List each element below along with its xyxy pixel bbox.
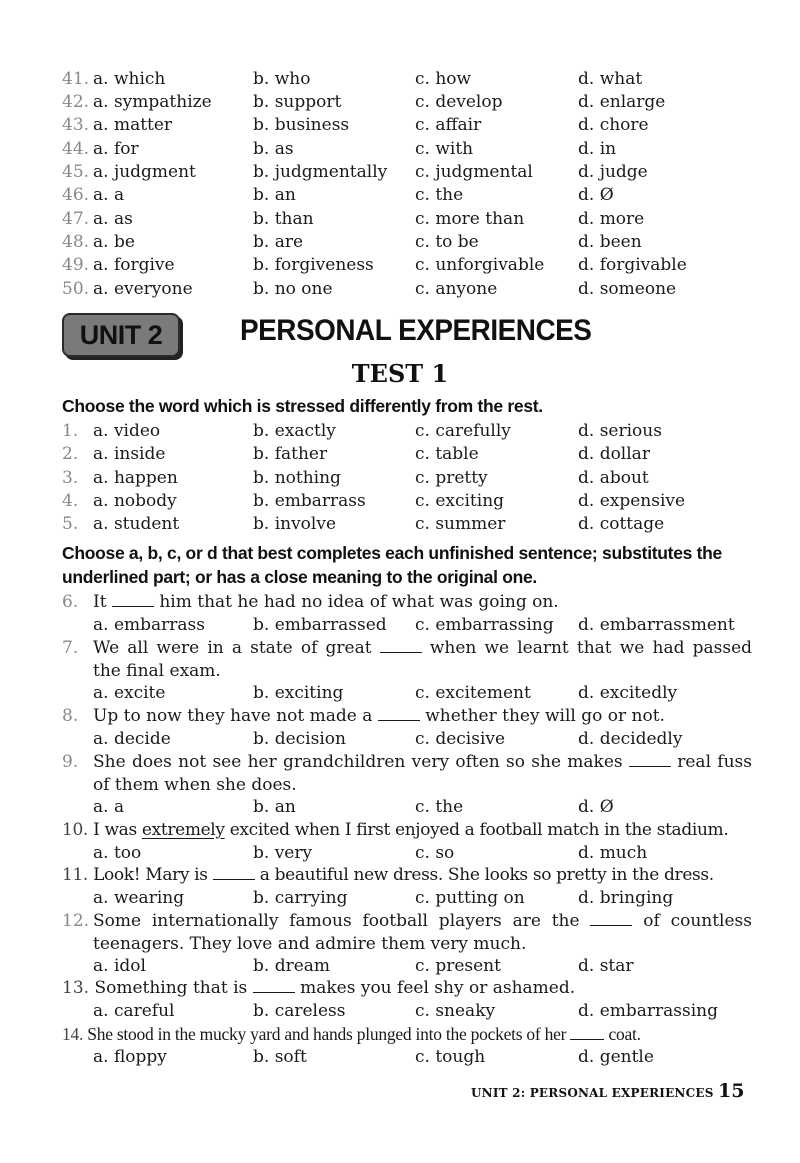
answer-row <box>62 184 752 207</box>
option-b: b. involve <box>253 514 337 534</box>
answer-blank <box>380 638 422 653</box>
question-number: 12. <box>62 911 90 931</box>
option-c: c. the <box>415 185 464 205</box>
running-footer: UNIT 2: PERSONAL EXPERIENCES <box>471 1086 714 1100</box>
option-d: d. someone <box>578 279 677 299</box>
option-a: a. a <box>93 797 125 817</box>
question-number: 13. <box>62 978 90 998</box>
question-number: 49. <box>62 255 90 275</box>
option-a: a. for <box>93 139 139 159</box>
option-a: a. nobody <box>93 491 177 511</box>
option-b: b. business <box>253 115 350 135</box>
answer-row <box>62 161 752 184</box>
question-text-post: excited when I first enjoyed a football match in the stadium. <box>229 820 729 840</box>
question-number: 48. <box>62 232 90 252</box>
question-text-post: of countless <box>643 911 753 931</box>
option-d: d. enlarge <box>578 92 666 112</box>
answer-row <box>62 254 752 277</box>
option-d: d. gentle <box>578 1047 654 1067</box>
question-text-pre: She does not see her grandchildren very often so she makes <box>93 752 623 772</box>
option-c: c. embarrassing <box>415 615 554 635</box>
options-row <box>62 614 752 637</box>
option-d: d. decidedly <box>578 729 683 749</box>
question-text-pre: I was <box>93 820 137 840</box>
test-title: TEST 1 <box>351 359 449 388</box>
answer-blank <box>213 865 255 880</box>
question-13 <box>62 977 752 1000</box>
option-a: a. everyone <box>93 279 193 299</box>
question-number: 9. <box>62 752 79 772</box>
question-number: 42. <box>62 92 90 112</box>
question-number: 46. <box>62 185 90 205</box>
options-row <box>62 728 752 751</box>
question-number: 43. <box>62 115 90 135</box>
option-c: c. table <box>415 444 479 464</box>
option-c: c. anyone <box>415 279 498 299</box>
option-b: b. an <box>253 185 296 205</box>
unit-title: PERSONAL EXPERIENCES <box>240 314 592 347</box>
option-b: b. very <box>253 843 313 863</box>
option-b: b. are <box>253 232 304 252</box>
question-text <box>62 977 575 1000</box>
option-a: a. video <box>93 421 161 441</box>
unit-badge-label: UNIT 2 <box>79 320 163 350</box>
option-a: a. too <box>93 843 142 863</box>
question-text-post: when we learnt that we had passed <box>429 638 753 658</box>
question-text-pre: Up to now they have not made a <box>93 706 373 726</box>
option-a: a. be <box>93 232 135 252</box>
option-d: d. what <box>578 69 643 89</box>
option-c: c. present <box>415 956 501 976</box>
option-d: d. about <box>578 468 649 488</box>
option-d: d. dollar <box>578 444 650 464</box>
question-number: 7. <box>62 638 79 658</box>
option-a: a. a <box>93 185 125 205</box>
option-a: a. student <box>93 514 180 534</box>
option-c: c. with <box>415 139 474 159</box>
option-c: c. pretty <box>415 468 488 488</box>
question-text-post: coat. <box>608 1024 641 1044</box>
option-c: c. unforgivable <box>415 255 545 275</box>
question-8 <box>62 705 752 728</box>
option-a: a. sympathize <box>93 92 212 112</box>
question-text-post: real fuss <box>677 752 752 772</box>
option-b: b. embarrassed <box>253 615 387 635</box>
question-text-pre: Something that is <box>94 978 248 998</box>
question-number: 4. <box>62 491 79 511</box>
question-text <box>93 591 752 614</box>
options-row <box>62 887 752 910</box>
option-b: b. no one <box>253 279 333 299</box>
answer-row <box>62 278 752 301</box>
option-b: b. dream <box>253 956 331 976</box>
question-number: 14. <box>62 1024 84 1044</box>
question-text-post: him that he had no idea of what was going on. <box>159 592 559 612</box>
option-d: d. embarrassing <box>578 1001 718 1021</box>
option-c: c. so <box>415 843 455 863</box>
option-d: d. cottage <box>578 514 665 534</box>
mc-instruction-line1: Choose a, b, c, or d that best completes each unfinished sentence; substitutes the <box>62 543 722 563</box>
option-b: b. exactly <box>253 421 336 441</box>
question-7 <box>62 637 752 683</box>
option-b: b. soft <box>253 1047 307 1067</box>
question-text-pre: We all were in a state of great <box>93 638 372 658</box>
option-a: a. happen <box>93 468 178 488</box>
option-a: a. embarrass <box>93 615 205 635</box>
question-text <box>93 910 752 933</box>
option-d: d. excitedly <box>578 683 678 703</box>
answer-blank <box>590 911 632 926</box>
option-b: b. exciting <box>253 683 344 703</box>
answer-row <box>62 91 752 114</box>
option-d: d. judge <box>578 162 648 182</box>
option-b: b. decision <box>253 729 346 749</box>
question-10 <box>62 819 752 842</box>
options-row <box>62 955 752 978</box>
question-text-line2: of them when she does. <box>93 775 297 795</box>
option-c: c. putting on <box>415 888 525 908</box>
question-text-post: makes you feel shy or ashamed. <box>300 978 576 998</box>
answer-blank <box>112 592 154 607</box>
question-text-pre: It <box>93 592 107 612</box>
option-b: b. as <box>253 139 294 159</box>
question-number: 3. <box>62 468 79 488</box>
question-number: 41. <box>62 69 90 89</box>
option-c: c. exciting <box>415 491 505 511</box>
option-c: c. excitement <box>415 683 531 703</box>
answer-blank <box>253 978 295 993</box>
question-text-post: whether they will go or not. <box>425 706 665 726</box>
option-a: a. wearing <box>93 888 185 908</box>
question-6 <box>62 591 752 614</box>
options-row <box>62 682 752 705</box>
question-number: 5. <box>62 514 79 534</box>
question-text <box>62 864 714 887</box>
page-number: 15 <box>718 1080 745 1102</box>
option-a: a. careful <box>93 1001 175 1021</box>
option-a: a. which <box>93 69 166 89</box>
option-c: c. tough <box>415 1047 486 1067</box>
question-text-line2: teenagers. They love and admire them very much. <box>93 934 527 954</box>
option-a: a. idol <box>93 956 146 976</box>
option-b: b. forgiveness <box>253 255 374 275</box>
question-text <box>93 705 752 728</box>
option-b: b. who <box>253 69 311 89</box>
question-number: 47. <box>62 209 90 229</box>
question-text <box>93 751 752 774</box>
option-c: c. develop <box>415 92 503 112</box>
unit-badge <box>62 313 180 357</box>
stress-instruction: Choose the word which is stressed differently from the rest. <box>62 396 543 416</box>
question-row <box>62 513 752 536</box>
question-text <box>62 819 728 842</box>
question-11 <box>62 864 752 887</box>
option-b: b. careless <box>253 1001 346 1021</box>
option-c: c. more than <box>415 209 525 229</box>
option-d: d. more <box>578 209 645 229</box>
options-row <box>62 1000 752 1023</box>
question-text-pre: She stood in the mucky yard and hands plunged into the pockets of her <box>87 1024 567 1044</box>
question-row <box>62 467 752 490</box>
option-b: b. father <box>253 444 328 464</box>
option-c: c. affair <box>415 115 482 135</box>
option-b: b. carrying <box>253 888 348 908</box>
option-d: d. star <box>578 956 634 976</box>
option-c: c. how <box>415 69 472 89</box>
question-text-post: a beautiful new dress. She looks so pretty in the dress. <box>259 865 714 885</box>
option-b: b. embarrass <box>253 491 366 511</box>
answer-row <box>62 231 752 254</box>
option-d: d. expensive <box>578 491 686 511</box>
option-d: d. Ø <box>578 185 614 205</box>
option-a: a. excite <box>93 683 166 703</box>
option-c: c. decisive <box>415 729 506 749</box>
answer-blank <box>570 1025 604 1040</box>
option-b: b. an <box>253 797 296 817</box>
answer-blank <box>378 706 420 721</box>
option-a: a. judgment <box>93 162 196 182</box>
question-number: 2. <box>62 444 79 464</box>
question-number: 1. <box>62 421 79 441</box>
option-d: d. Ø <box>578 797 614 817</box>
question-12 <box>62 910 752 956</box>
answer-row <box>62 114 752 137</box>
question-number: 50. <box>62 279 90 299</box>
question-9 <box>62 751 752 797</box>
option-d: d. been <box>578 232 642 252</box>
question-number: 6. <box>62 592 79 612</box>
underlined-part: extremely <box>141 820 225 840</box>
options-row <box>62 796 752 819</box>
option-a: a. decide <box>93 729 171 749</box>
question-14 <box>62 1023 752 1046</box>
option-b: b. nothing <box>253 468 341 488</box>
option-a: a. forgive <box>93 255 175 275</box>
option-a: a. matter <box>93 115 173 135</box>
option-d: d. forgivable <box>578 255 687 275</box>
option-c: c. sneaky <box>415 1001 496 1021</box>
question-number: 44. <box>62 139 90 159</box>
option-c: c. summer <box>415 514 506 534</box>
option-d: d. much <box>578 843 648 863</box>
question-text-pre: Some internationally famous football players are the <box>93 911 580 931</box>
options-row <box>62 1046 752 1069</box>
option-d: d. bringing <box>578 888 674 908</box>
option-d: d. embarrassment <box>578 615 735 635</box>
option-a: a. floppy <box>93 1047 167 1067</box>
option-d: d. serious <box>578 421 662 441</box>
question-text-pre: Look! Mary is <box>93 865 208 885</box>
options-row <box>62 842 752 865</box>
question-number: 11. <box>62 865 88 885</box>
option-d: d. in <box>578 139 617 159</box>
question-number: 45. <box>62 162 90 182</box>
option-b: b. judgmentally <box>253 162 388 182</box>
question-row <box>62 443 752 466</box>
option-c: c. to be <box>415 232 479 252</box>
answer-row <box>62 138 752 161</box>
answer-row <box>62 208 752 231</box>
option-a: a. inside <box>93 444 166 464</box>
answer-row <box>62 68 752 91</box>
mc-instruction-line2: underlined part; or has a close meaning to the original one. <box>62 567 537 587</box>
question-number: 8. <box>62 706 79 726</box>
answer-blank <box>629 752 671 767</box>
option-d: d. chore <box>578 115 649 135</box>
question-text <box>62 1023 641 1046</box>
question-row <box>62 490 752 513</box>
question-number: 10. <box>62 820 88 840</box>
option-c: c. the <box>415 797 464 817</box>
question-text <box>93 637 752 660</box>
option-a: a. as <box>93 209 133 229</box>
option-b: b. support <box>253 92 342 112</box>
question-row <box>62 420 752 443</box>
question-text-line2: the final exam. <box>93 661 221 681</box>
option-c: c. carefully <box>415 421 511 441</box>
option-c: c. judgmental <box>415 162 533 182</box>
option-b: b. than <box>253 209 314 229</box>
